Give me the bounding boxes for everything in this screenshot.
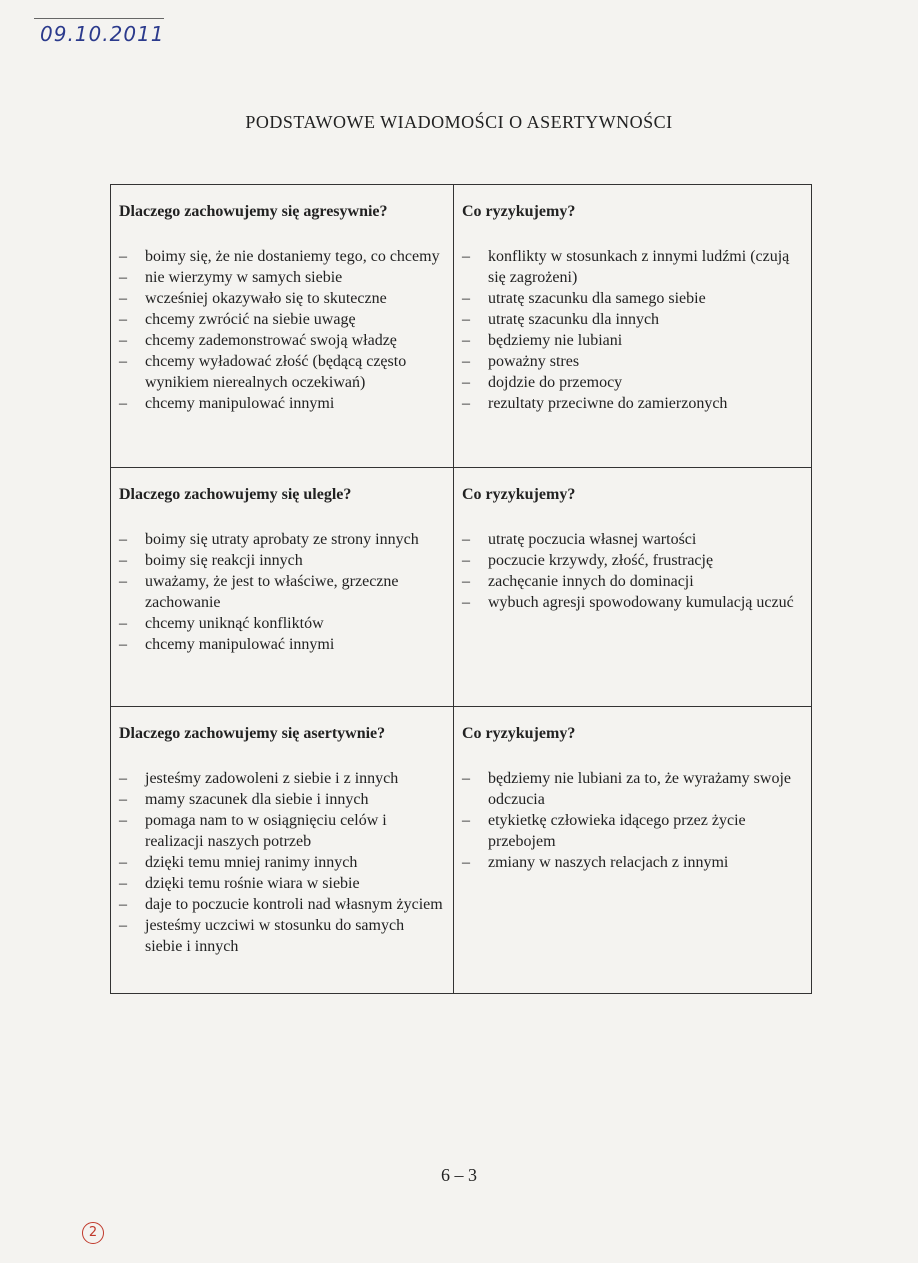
cell-why-submissive (111, 468, 454, 706)
cell-risks-assertive (454, 707, 811, 993)
table-row-assertive (111, 706, 811, 993)
list-item: – zachęcanie innych do dominacji (462, 571, 803, 592)
circled-number-mark: 2 (82, 1222, 104, 1244)
list-item: – poczucie krzywdy, złość, frustrację (462, 550, 803, 571)
list-item: – chcemy manipulować innymi (119, 393, 445, 414)
risks-list (462, 246, 803, 414)
list-item: – wybuch agresji spowodowany kumulacją uczuć (462, 592, 803, 613)
list-item: – będziemy nie lubiani za to, że wyrażamy swoje odczucia (462, 768, 803, 810)
list-item: – boimy się reakcji innych (119, 550, 445, 571)
list-item: – będziemy nie lubiani (462, 330, 803, 351)
list-item: – poważny stres (462, 351, 803, 372)
table-row-aggressive (111, 185, 811, 467)
list-item: – jesteśmy zadowoleni z siebie i z innych (119, 768, 445, 789)
list-item: – daje to poczucie kontroli nad własnym życiem (119, 894, 445, 915)
reasons-list (119, 768, 445, 957)
handwritten-date: 09.10.2011 (40, 22, 165, 46)
table-row-submissive (111, 467, 811, 706)
date-underline (34, 18, 164, 19)
list-item: – dojdzie do przemocy (462, 372, 803, 393)
cell-why-assertive (111, 707, 454, 993)
list-item: – zmiany w naszych relacjach z innymi (462, 852, 803, 873)
assertiveness-table (110, 184, 812, 994)
cell-heading: Dlaczego zachowujemy się agresywnie? (119, 203, 388, 220)
list-item: – mamy szacunek dla siebie i innych (119, 789, 445, 810)
list-item: – boimy się utraty aprobaty ze strony innych (119, 529, 445, 550)
list-item: – konflikty w stosunkach z innymi ludźmi (czują się zagrożeni) (462, 246, 803, 288)
document-title: PODSTAWOWE WIADOMOŚCI O ASERTYWNOŚCI (245, 112, 673, 132)
list-item: – uważamy, że jest to właściwe, grzeczne zachowanie (119, 571, 445, 613)
list-item: – chcemy zwrócić na siebie uwagę (119, 309, 445, 330)
cell-heading: Co ryzykujemy? (462, 725, 576, 742)
list-item: – dzięki temu mniej ranimy innych (119, 852, 445, 873)
list-item: – chcemy wyładować złość (będącą często wynikiem nierealnych oczekiwań) (119, 351, 445, 393)
list-item: – pomaga nam to w osiągnięciu celów i realizacji naszych potrzeb (119, 810, 445, 852)
list-item: – utratę szacunku dla samego siebie (462, 288, 803, 309)
list-item: – dzięki temu rośnie wiara w siebie (119, 873, 445, 894)
list-item: – utratę poczucia własnej wartości (462, 529, 803, 550)
cell-risks-submissive (454, 468, 811, 706)
reasons-list (119, 246, 445, 414)
cell-heading: Dlaczego zachowujemy się asertywnie? (119, 725, 386, 742)
cell-heading: Dlaczego zachowujemy się ulegle? (119, 486, 352, 503)
list-item: – utratę szacunku dla innych (462, 309, 803, 330)
risks-list (462, 768, 803, 873)
list-item: – boimy się, że nie dostaniemy tego, co chcemy (119, 246, 445, 267)
list-item: – rezultaty przeciwne do zamierzonych (462, 393, 803, 414)
list-item: – chcemy zademonstrować swoją władzę (119, 330, 445, 351)
list-item: – jesteśmy uczciwi w stosunku do samych siebie i innych (119, 915, 445, 957)
reasons-list (119, 529, 445, 655)
cell-heading: Co ryzykujemy? (462, 203, 576, 220)
list-item: – chcemy uniknąć konfliktów (119, 613, 445, 634)
list-item: – nie wierzymy w samych siebie (119, 267, 445, 288)
list-item: – wcześniej okazywało się to skuteczne (119, 288, 445, 309)
page-number: 6 – 3 (441, 1165, 477, 1185)
cell-why-aggressive (111, 185, 454, 467)
list-item: – etykietkę człowieka idącego przez życie przebojem (462, 810, 803, 852)
list-item: – chcemy manipulować innymi (119, 634, 445, 655)
risks-list (462, 529, 803, 613)
cell-heading: Co ryzykujemy? (462, 486, 576, 503)
cell-risks-aggressive (454, 185, 811, 467)
